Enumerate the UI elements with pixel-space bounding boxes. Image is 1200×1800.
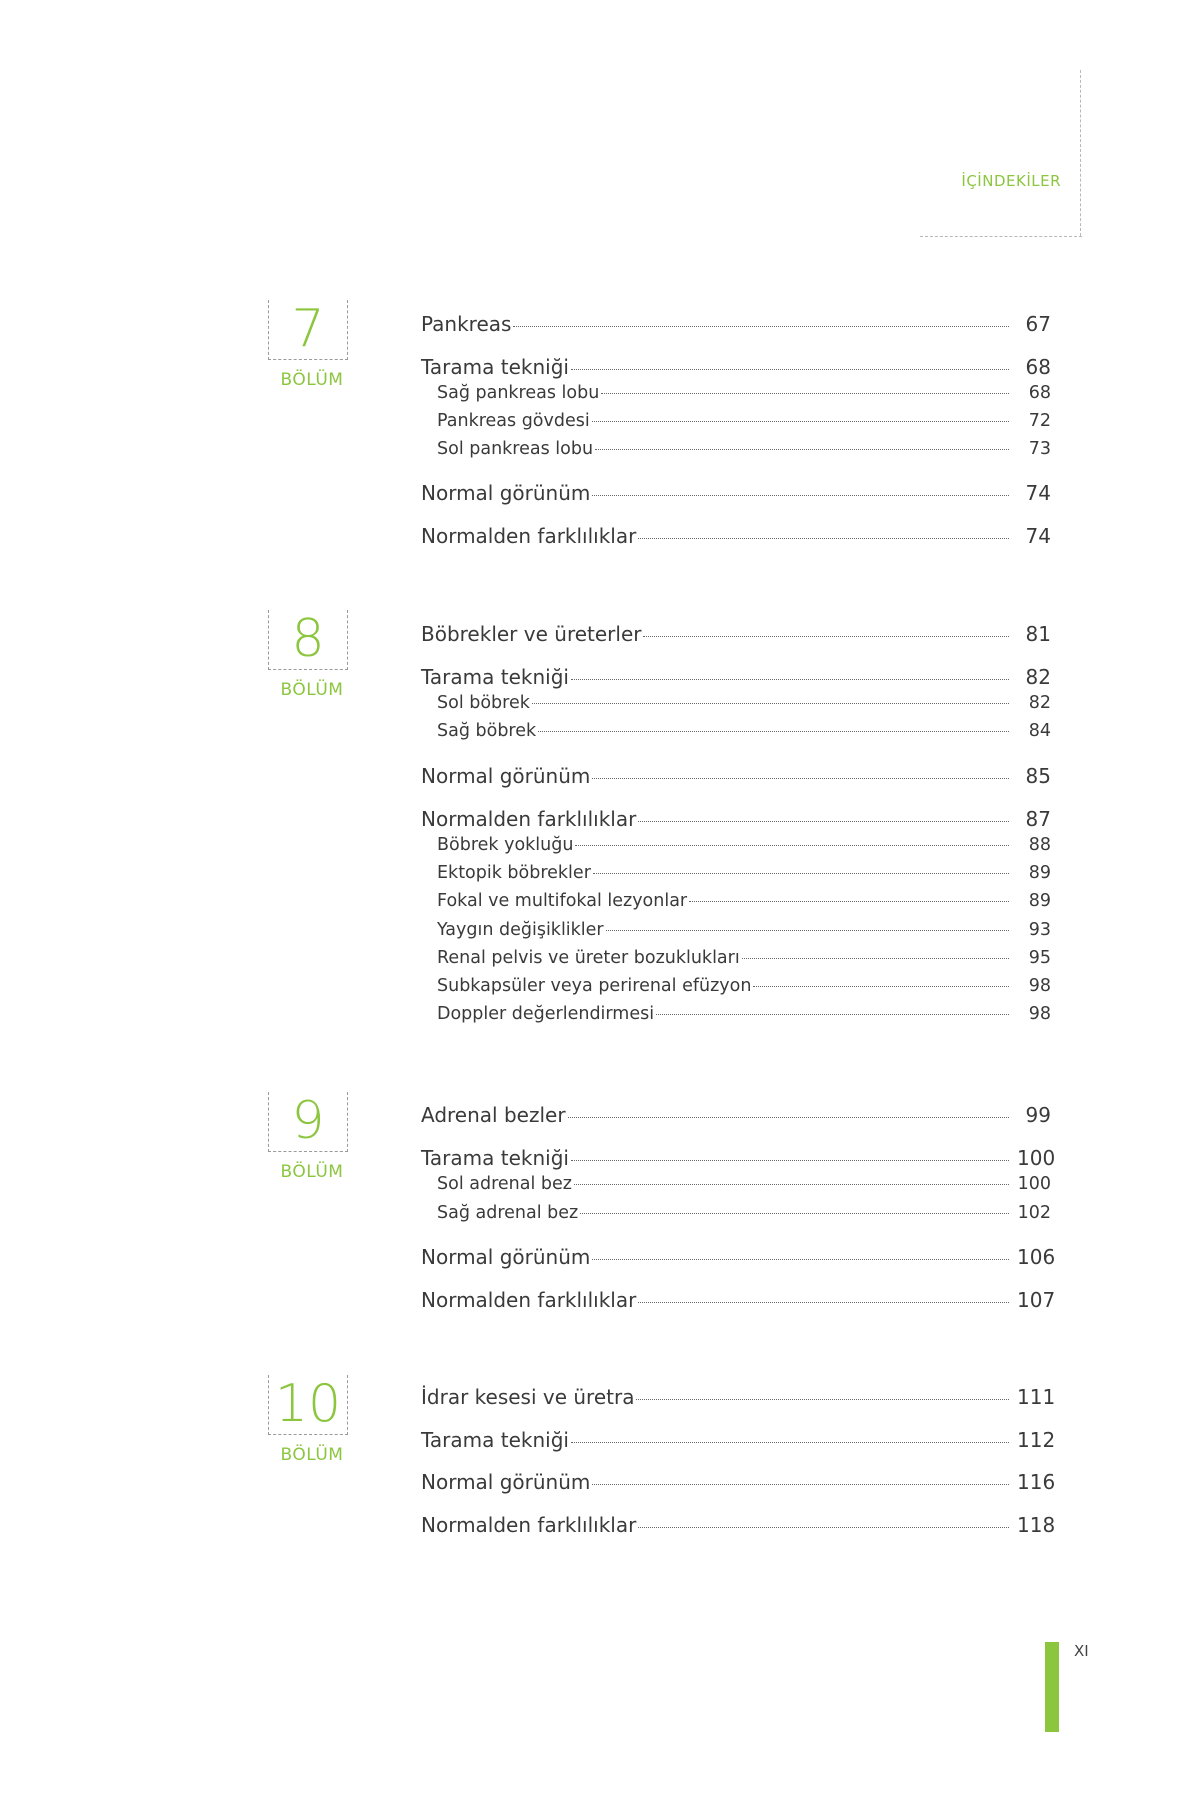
- toc-entry[interactable]: [421, 665, 1051, 689]
- toc-entry[interactable]: [421, 1245, 1056, 1269]
- toc-subentry[interactable]: [421, 863, 1051, 883]
- dot-leader: [656, 1014, 1009, 1015]
- dot-leader: [575, 845, 1009, 846]
- toc-entry-title: Subkapsüler veya perirenal efüzyon: [437, 976, 752, 996]
- toc-entry-title: Normal görünüm: [421, 1245, 591, 1269]
- dot-leader: [595, 449, 1009, 450]
- toc-entry-page: 89: [1028, 863, 1051, 883]
- chapter-number: 8: [291, 609, 325, 669]
- toc-entry[interactable]: [421, 1470, 1056, 1494]
- toc-entry-title: İdrar kesesi ve üretra: [421, 1385, 635, 1409]
- toc-entry[interactable]: [421, 807, 1051, 831]
- toc-entry-page: 84: [1028, 721, 1051, 741]
- toc-subentry[interactable]: [421, 835, 1051, 855]
- toc-entry[interactable]: [421, 312, 1051, 336]
- toc-entry-title: Sağ böbrek: [437, 721, 537, 741]
- toc-subentry[interactable]: [421, 1203, 1051, 1223]
- dot-leader: [571, 1442, 1009, 1443]
- toc-entry-page: 82: [1028, 693, 1051, 713]
- toc-entry-page: 106: [1017, 1245, 1056, 1269]
- toc-subentry[interactable]: [421, 891, 1051, 911]
- dot-leader: [753, 986, 1009, 987]
- header-corner-horizontal-rule: [920, 236, 1082, 237]
- dot-leader: [568, 1117, 1009, 1118]
- toc-entry-page: 74: [1025, 524, 1051, 548]
- toc-entry-title: Sol böbrek: [437, 693, 530, 713]
- toc-entry-title: Normal görünüm: [421, 764, 591, 788]
- dot-leader: [638, 538, 1009, 539]
- toc-entry-title: Pankreas gövdesi: [437, 411, 590, 431]
- dot-leader: [580, 1213, 1009, 1214]
- toc-subentry[interactable]: [421, 920, 1051, 940]
- toc-entry-page: 102: [1017, 1203, 1051, 1223]
- page-title: İÇİNDEKİLER: [961, 172, 1061, 190]
- dot-leader: [571, 1160, 1009, 1161]
- dot-leader: [592, 778, 1009, 779]
- toc-entry-title: Pankreas: [421, 312, 512, 336]
- chapter-number: 7: [291, 299, 325, 359]
- dot-leader: [742, 958, 1009, 959]
- chapter-number-box: [268, 300, 348, 360]
- dot-leader: [538, 731, 1009, 732]
- toc-entry-page: 67: [1025, 312, 1051, 336]
- chapter-number-box: [268, 1092, 348, 1152]
- toc-entry[interactable]: [421, 355, 1051, 379]
- toc-entry[interactable]: [421, 1385, 1056, 1409]
- toc-entry-page: 88: [1028, 835, 1051, 855]
- toc-entry[interactable]: [421, 1288, 1056, 1312]
- toc-entry-page: 93: [1028, 920, 1051, 940]
- dot-leader: [601, 393, 1009, 394]
- toc-entry-page: 74: [1025, 481, 1051, 505]
- toc-subentry[interactable]: [421, 948, 1051, 968]
- dot-leader: [638, 1302, 1009, 1303]
- dot-leader: [638, 821, 1009, 822]
- toc-entry-page: 68: [1028, 383, 1051, 403]
- dot-leader: [592, 421, 1009, 422]
- toc-entry-page: 89: [1028, 891, 1051, 911]
- toc-entry[interactable]: [421, 1146, 1056, 1170]
- dot-leader: [532, 703, 1009, 704]
- toc-entry-title: Böbrek yokluğu: [437, 835, 574, 855]
- toc-entry[interactable]: [421, 622, 1051, 646]
- toc-entry-title: Tarama tekniği: [421, 1146, 569, 1170]
- toc-entry-page: 81: [1025, 622, 1051, 646]
- dot-leader: [689, 901, 1009, 902]
- folio-accent-bar: [1045, 1642, 1059, 1732]
- chapter-label: BÖLÜM: [280, 1162, 344, 1182]
- toc-entry-title: Sağ adrenal bez: [437, 1203, 579, 1223]
- chapter-number-box: [268, 610, 348, 670]
- toc-subentry[interactable]: [421, 721, 1051, 741]
- toc-subentry[interactable]: [421, 439, 1051, 459]
- toc-entry-page: 98: [1028, 976, 1051, 996]
- toc-entry[interactable]: [421, 764, 1051, 788]
- toc-entry[interactable]: [421, 1428, 1056, 1452]
- dot-leader: [571, 369, 1009, 370]
- toc-subentry[interactable]: [421, 1004, 1051, 1024]
- dot-leader: [592, 1484, 1009, 1485]
- toc-entry-page: 118: [1017, 1513, 1056, 1537]
- toc-subentry[interactable]: [421, 693, 1051, 713]
- dot-leader: [638, 1527, 1009, 1528]
- toc-entry-page: 73: [1028, 439, 1051, 459]
- page-number: XI: [1074, 1642, 1089, 1660]
- toc-entry-title: Normal görünüm: [421, 481, 591, 505]
- toc-entry-title: Tarama tekniği: [421, 665, 569, 689]
- toc-entry-page: 100: [1017, 1146, 1056, 1170]
- toc-entry-title: Normalden farklılıklar: [421, 807, 637, 831]
- header-corner-vertical-rule: [1080, 70, 1081, 236]
- dot-leader: [592, 1259, 1009, 1260]
- toc-entry-page: 98: [1028, 1004, 1051, 1024]
- toc-entry-page: 107: [1017, 1288, 1056, 1312]
- toc-entry-title: Tarama tekniği: [421, 355, 569, 379]
- dot-leader: [593, 873, 1009, 874]
- dot-leader: [636, 1399, 1009, 1400]
- toc-entry-page: 111: [1017, 1385, 1056, 1409]
- toc-entry-page: 99: [1025, 1103, 1051, 1127]
- toc-entry-title: Normal görünüm: [421, 1470, 591, 1494]
- toc-entry-title: Renal pelvis ve üreter bozuklukları: [437, 948, 740, 968]
- toc-entry-title: Sol pankreas lobu: [437, 439, 594, 459]
- toc-entry-title: Normalden farklılıklar: [421, 1513, 637, 1537]
- toc-entry[interactable]: [421, 524, 1051, 548]
- toc-entry-title: Ektopik böbrekler: [437, 863, 591, 883]
- toc-entry-page: 72: [1028, 411, 1051, 431]
- toc-entry[interactable]: [421, 1103, 1051, 1127]
- chapter-label: BÖLÜM: [280, 370, 344, 390]
- toc-entry-title: Sağ pankreas lobu: [437, 383, 600, 403]
- toc-entry-page: 68: [1025, 355, 1051, 379]
- toc-entry[interactable]: [421, 1513, 1056, 1537]
- toc-subentry[interactable]: [421, 1174, 1051, 1194]
- dot-leader: [571, 679, 1009, 680]
- dot-leader: [643, 636, 1009, 637]
- toc-entry-page: 100: [1017, 1174, 1051, 1194]
- toc-entry-page: 112: [1017, 1428, 1056, 1452]
- toc-entry-title: Adrenal bezler: [421, 1103, 566, 1127]
- toc-entry-page: 95: [1028, 948, 1051, 968]
- toc-entry-title: Normalden farklılıklar: [421, 1288, 637, 1312]
- chapter-number-box: [268, 1375, 348, 1435]
- toc-entry-title: Tarama tekniği: [421, 1428, 569, 1452]
- toc-subentry[interactable]: [421, 383, 1051, 403]
- toc-entry-page: 85: [1025, 764, 1051, 788]
- chapter-label: BÖLÜM: [280, 1445, 344, 1465]
- toc-subentry[interactable]: [421, 976, 1051, 996]
- dot-leader: [574, 1184, 1009, 1185]
- dot-leader: [592, 495, 1009, 496]
- dot-leader: [606, 930, 1009, 931]
- toc-entry-title: Yaygın değişiklikler: [437, 920, 604, 940]
- toc-subentry[interactable]: [421, 411, 1051, 431]
- chapter-number: 9: [291, 1091, 325, 1151]
- toc-entry-title: Sol adrenal bez: [437, 1174, 572, 1194]
- toc-entry-title: Normalden farklılıklar: [421, 524, 637, 548]
- toc-entry-title: Doppler değerlendirmesi: [437, 1004, 655, 1024]
- toc-entry-page: 87: [1025, 807, 1051, 831]
- chapter-label: BÖLÜM: [280, 680, 344, 700]
- toc-entry-page: 116: [1017, 1470, 1056, 1494]
- toc-entry-page: 82: [1025, 665, 1051, 689]
- toc-entry-title: Böbrekler ve üreterler: [421, 622, 642, 646]
- chapter-number: 10: [274, 1374, 342, 1434]
- toc-entry-title: Fokal ve multifokal lezyonlar: [437, 891, 688, 911]
- dot-leader: [513, 326, 1009, 327]
- toc-entry[interactable]: [421, 481, 1051, 505]
